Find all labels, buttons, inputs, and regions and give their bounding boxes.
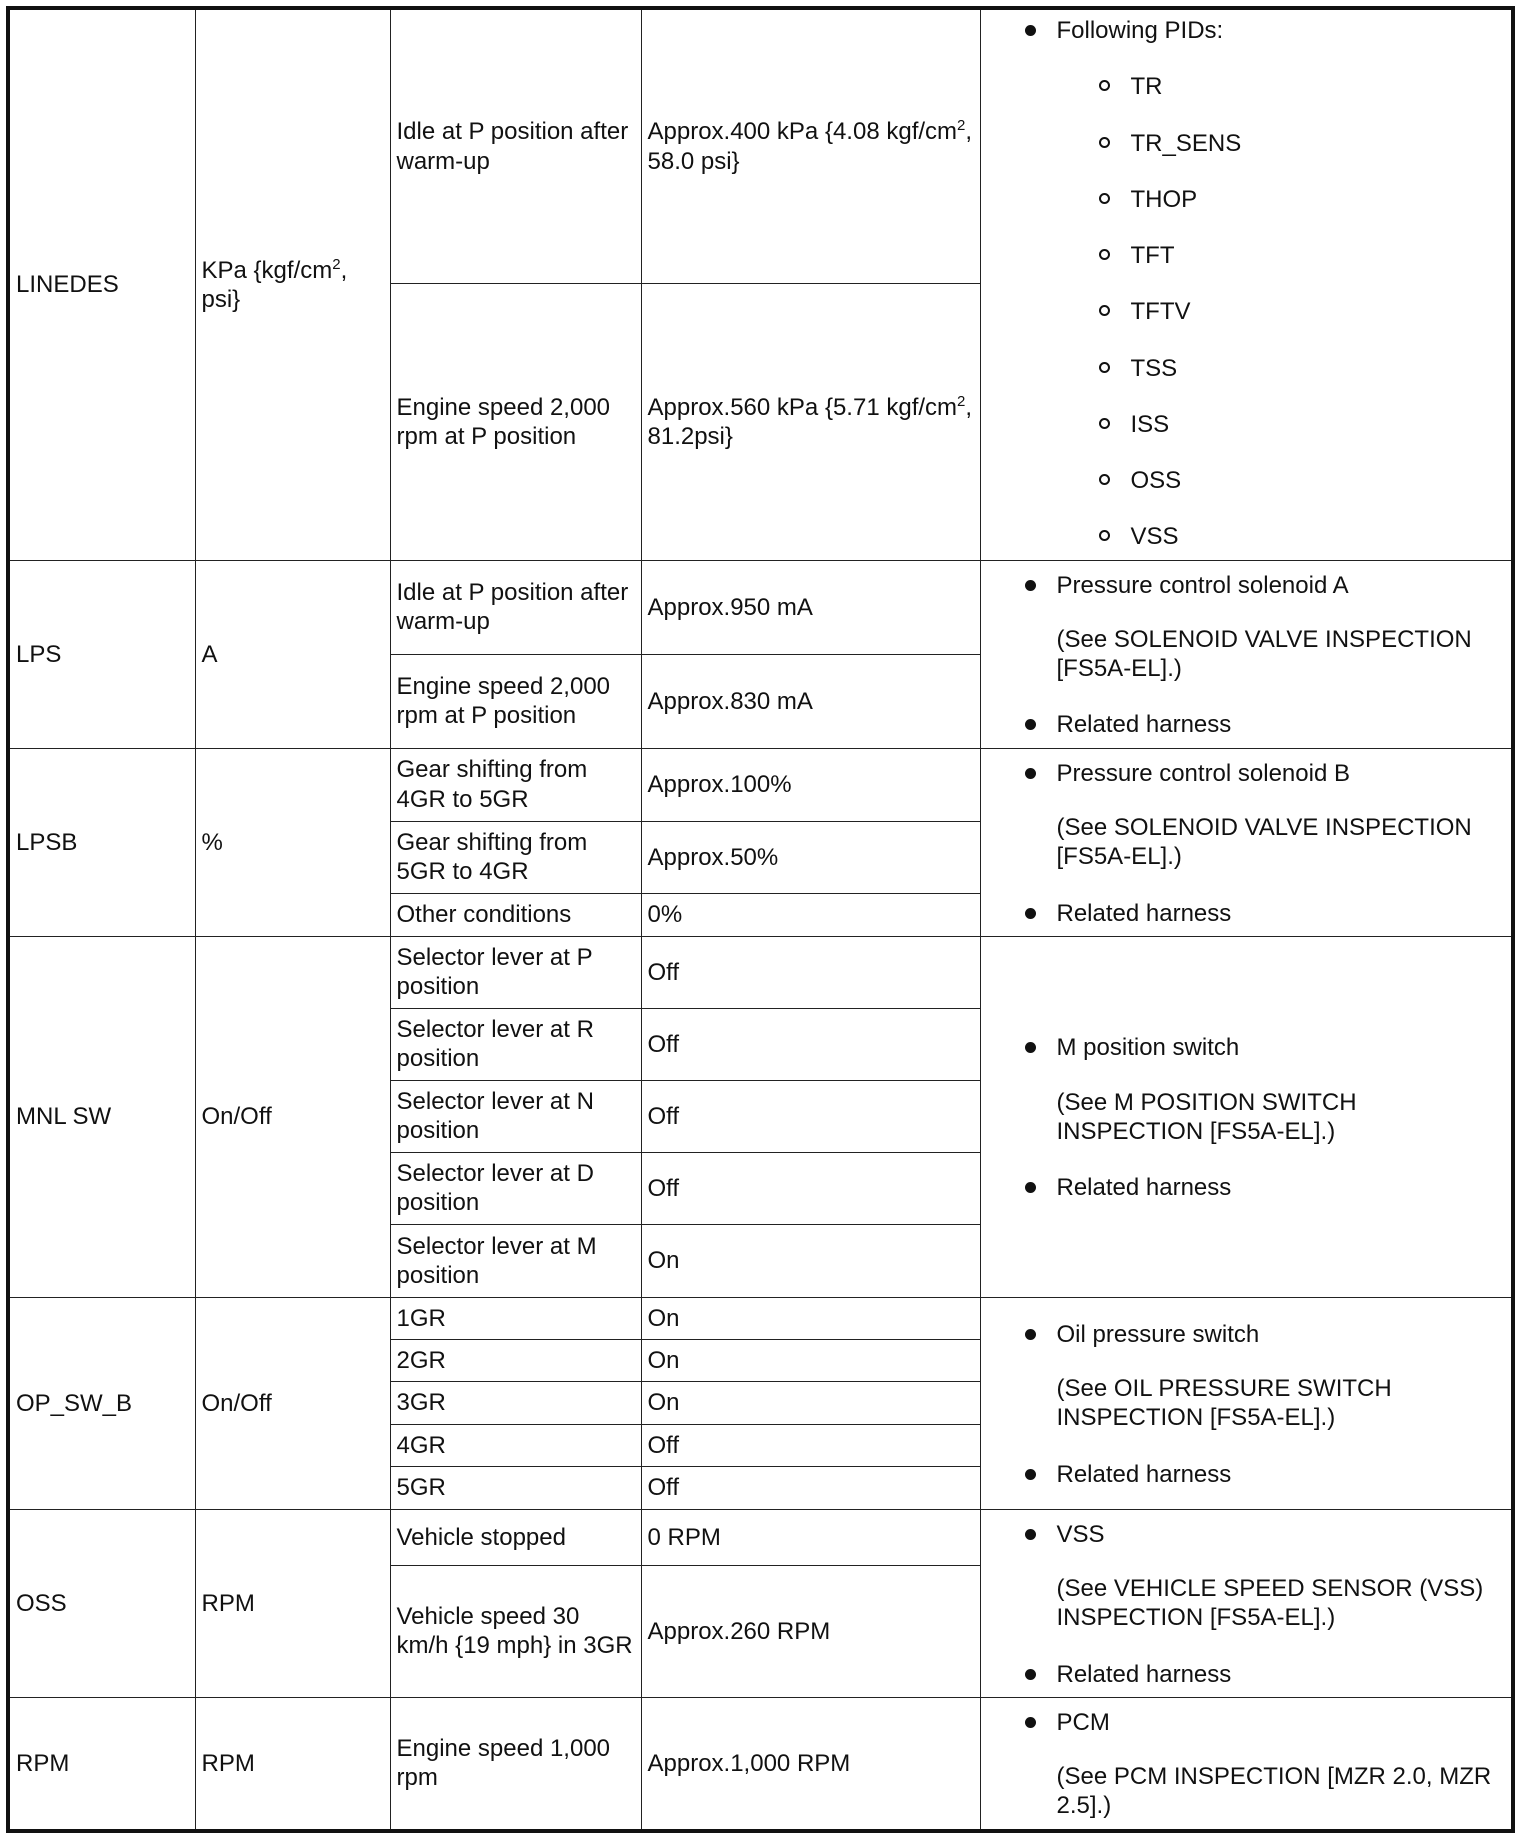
bullet-item: Oil pressure switch	[1021, 1320, 1500, 1349]
bullet-item: Pressure control solenoid A	[1021, 571, 1500, 600]
inspection-cell	[980, 8, 1513, 560]
condition-cell: Vehicle speed 30 km/h {19 mph} in 3GR	[390, 1565, 641, 1697]
value-cell: On	[641, 1297, 980, 1339]
value-cell: Approx.1,000 RPM	[641, 1697, 980, 1830]
reference-text: (See VEHICLE SPEED SENSOR (VSS) INSPECTION [FS5A-EL].)	[1056, 1575, 1484, 1632]
pid-list-item: TFTV	[1021, 297, 1500, 326]
condition-cell: 3GR	[390, 1381, 641, 1424]
condition-cell: 4GR	[390, 1424, 641, 1466]
condition-cell: Engine speed 1,000 rpm	[390, 1697, 641, 1830]
pid-list-item: TFT	[1021, 241, 1500, 270]
pid-list-item: TR_SENS	[1021, 129, 1500, 158]
bullet-item: Related harness	[1021, 1660, 1500, 1689]
unit-cell: KPa {$kgf/cm^2$, psi}	[195, 8, 390, 560]
value-cell: Off	[641, 936, 980, 1008]
condition-cell: Selector lever at D position	[390, 1152, 641, 1224]
value-cell: Approx.950 mA	[641, 560, 980, 654]
value-cell: On	[641, 1339, 980, 1381]
value-cell: Approx.100%	[641, 748, 980, 821]
value-cell: 0 RPM	[641, 1509, 980, 1565]
inspection-cell	[980, 748, 1513, 936]
bullet-item: VSS	[1021, 1520, 1500, 1549]
condition-cell: Idle at P position after warm-up	[390, 8, 641, 284]
reference-text: (See PCM INSPECTION [MZR 2.0, MZR 2.5].)	[1056, 1763, 1492, 1820]
condition-cell: Other conditions	[390, 893, 641, 936]
value-cell: Off	[641, 1008, 980, 1080]
pid-name: OSS	[8, 1509, 195, 1697]
unit-cell: A	[195, 560, 390, 748]
reference-text: (See M POSITION SWITCH INSPECTION [FS5A-EL].)	[1056, 1088, 1357, 1145]
value-cell: Approx.50%	[641, 821, 980, 893]
reference-text: (See OIL PRESSURE SWITCH INSPECTION [FS5A-EL].)	[1056, 1375, 1392, 1432]
inspection-cell	[980, 936, 1513, 1297]
condition-cell: Gear shifting from 4GR to 5GR	[390, 748, 641, 821]
condition-cell: Selector lever at P position	[390, 936, 641, 1008]
condition-cell: Selector lever at M position	[390, 1224, 641, 1297]
table-row	[8, 748, 1513, 821]
condition-cell: 5GR	[390, 1466, 641, 1509]
reference-text: (See SOLENOID VALVE INSPECTION [FS5A-EL].)	[1056, 813, 1472, 871]
reference-text: (See SOLENOID VALVE INSPECTION [FS5A-EL].)	[1056, 625, 1472, 683]
pid-name: LPS	[8, 560, 195, 748]
bullet-item: Related harness	[1021, 710, 1500, 739]
condition-cell: Gear shifting from 5GR to 4GR	[390, 821, 641, 893]
value-cell: Approx.400 kPa {4.08 kgf/$cm^2$, 58.0 psi}	[641, 8, 980, 284]
condition-cell: Engine speed 2,000 rpm at P position	[390, 284, 641, 561]
bullet-item: Following PIDs:	[1021, 16, 1500, 45]
pid-list-item: THOP	[1021, 185, 1500, 214]
inspection-cell	[980, 1297, 1513, 1509]
condition-cell: Engine speed 2,000 rpm at P position	[390, 654, 641, 748]
value-cell: Off	[641, 1466, 980, 1509]
condition-cell: 2GR	[390, 1339, 641, 1381]
unit-cell: On/Off	[195, 936, 390, 1297]
condition-cell: 1GR	[390, 1297, 641, 1339]
pid-monitor-table	[6, 6, 1515, 1833]
pid-list-item: TSS	[1021, 354, 1500, 383]
unit-cell: RPM	[195, 1697, 390, 1830]
pid-list-item: OSS	[1021, 466, 1500, 495]
bullet-item: Related harness	[1021, 1173, 1500, 1202]
value-cell: Off	[641, 1152, 980, 1224]
value-cell: Approx.830 mA	[641, 654, 980, 748]
table-row	[8, 560, 1513, 654]
inspection-cell	[980, 1697, 1513, 1830]
unit-cell: RPM	[195, 1509, 390, 1697]
pid-name: LPSB	[8, 748, 195, 936]
value-cell: Off	[641, 1080, 980, 1152]
bullet-item: PCM	[1021, 1708, 1500, 1737]
condition-cell: Selector lever at R position	[390, 1008, 641, 1080]
bullet-item: Related harness	[1021, 899, 1500, 928]
bullet-item: M position switch	[1021, 1033, 1500, 1062]
pid-name: MNL SW	[8, 936, 195, 1297]
value-cell: Approx.260 RPM	[641, 1565, 980, 1697]
inspection-cell	[980, 1509, 1513, 1697]
table-row	[8, 1509, 1513, 1565]
pid-name: RPM	[8, 1697, 195, 1830]
value-cell: 0%	[641, 893, 980, 936]
unit-cell: On/Off	[195, 1297, 390, 1509]
pid-monitor-table-container	[6, 6, 1511, 1820]
pid-list-item: VSS	[1021, 522, 1500, 551]
pid-list-item: ISS	[1021, 410, 1500, 439]
condition-cell: Selector lever at N position	[390, 1080, 641, 1152]
table-row	[8, 936, 1513, 1008]
condition-cell: Vehicle stopped	[390, 1509, 641, 1565]
bullet-item: Related harness	[1021, 1460, 1500, 1489]
bullet-item: Pressure control solenoid B	[1021, 759, 1500, 788]
pid-list-item: TR	[1021, 72, 1500, 101]
condition-cell: Idle at P position after warm-up	[390, 560, 641, 654]
pid-name: OP_SW_B	[8, 1297, 195, 1509]
table-row	[8, 1697, 1513, 1830]
inspection-cell	[980, 560, 1513, 748]
unit-cell: %	[195, 748, 390, 936]
value-cell: Approx.560 kPa {5.71 kgf/$cm^2$, 81.2psi}	[641, 284, 980, 561]
pid-name: LINEDES	[8, 8, 195, 560]
table-row	[8, 8, 1513, 284]
value-cell: On	[641, 1381, 980, 1424]
value-cell: On	[641, 1224, 980, 1297]
value-cell: Off	[641, 1424, 980, 1466]
table-row	[8, 1297, 1513, 1339]
